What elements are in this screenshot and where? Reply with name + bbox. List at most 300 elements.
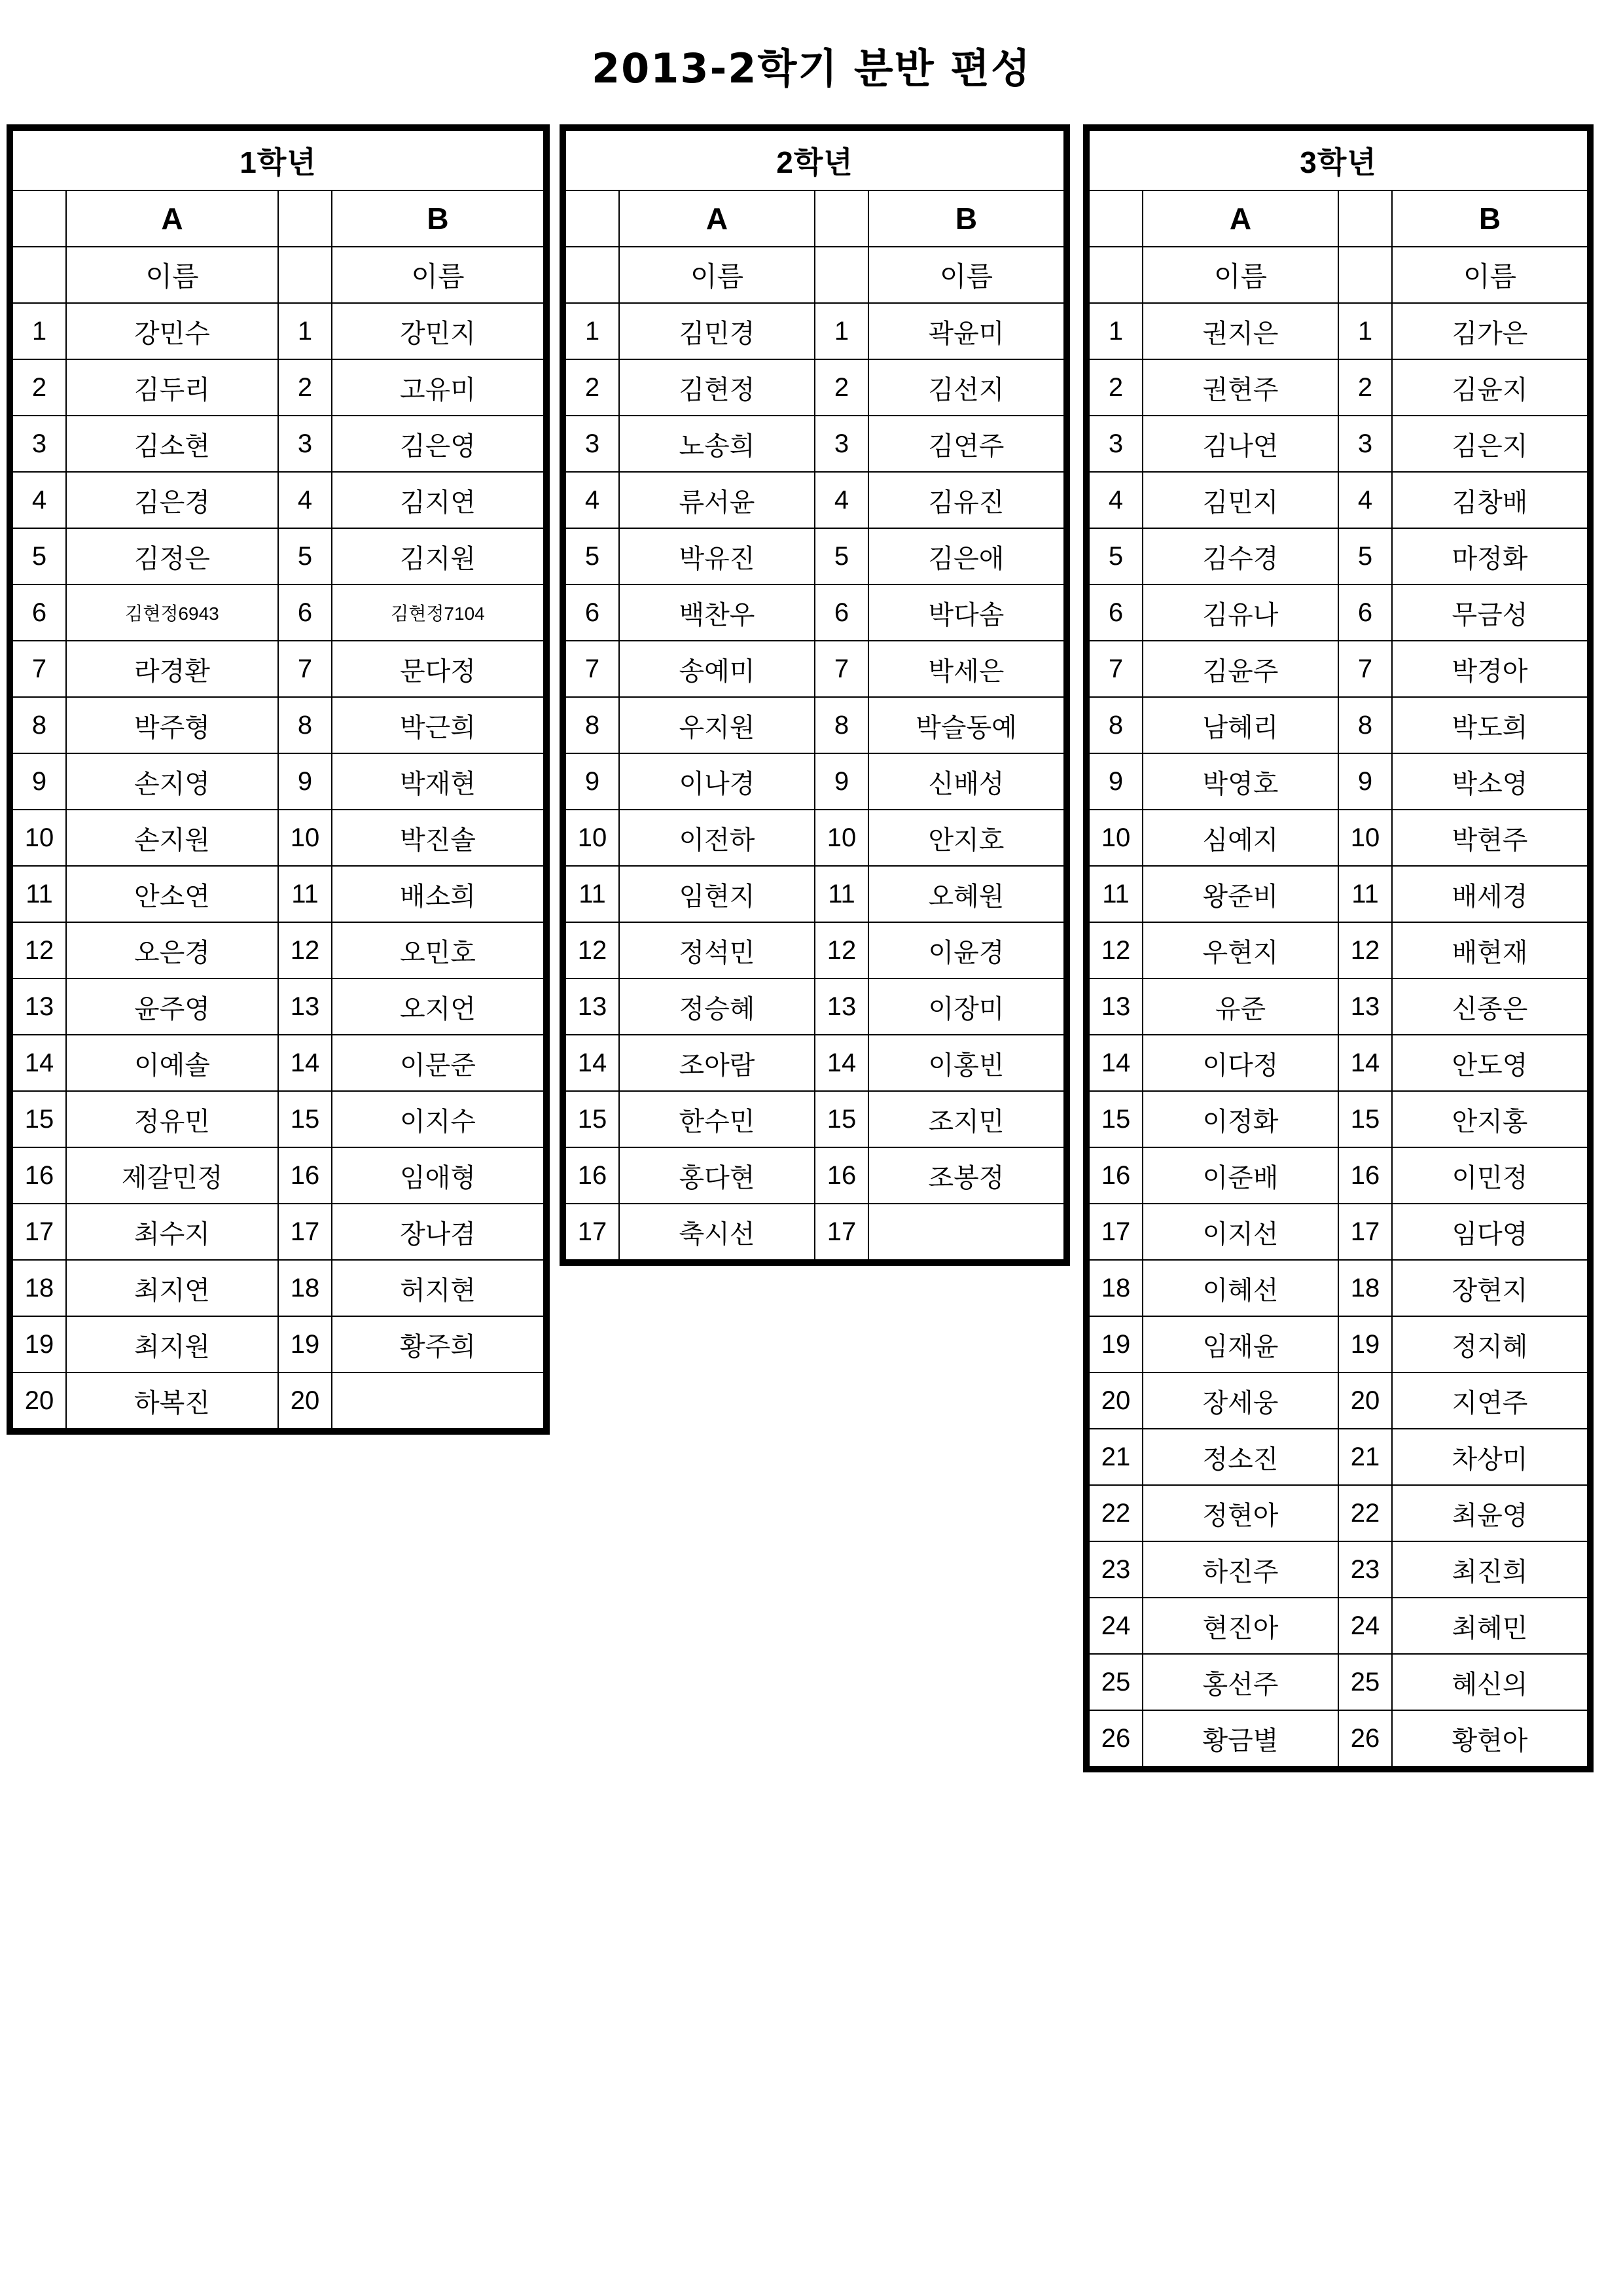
student-name-b: 오민호	[332, 922, 544, 978]
student-name-b: 이지수	[332, 1091, 544, 1147]
row-number-a: 10	[12, 810, 66, 866]
class-a-header: A	[619, 190, 815, 247]
student-name-a: 윤주영	[66, 978, 278, 1035]
table-row	[12, 303, 544, 359]
row-number-a: 23	[1089, 1541, 1143, 1598]
blank-cell	[815, 190, 868, 247]
student-name-b: 김현정7104	[332, 584, 544, 641]
row-number-a: 21	[1089, 1429, 1143, 1485]
table-row	[1089, 866, 1588, 922]
student-name-a: 김민지	[1143, 472, 1338, 528]
table-row	[1089, 303, 1588, 359]
row-number-a: 4	[565, 472, 619, 528]
table-row	[12, 1372, 544, 1429]
student-name-a: 송예미	[619, 641, 815, 697]
table-row	[565, 303, 1064, 359]
class-a-header: A	[1143, 190, 1338, 247]
student-name-a: 권지은	[1143, 303, 1338, 359]
grade-2-table	[565, 130, 1065, 1261]
student-name-a: 왕준비	[1143, 866, 1338, 922]
class-header-row	[1089, 190, 1588, 247]
student-name-b: 강민지	[332, 303, 544, 359]
row-number-b: 7	[278, 641, 332, 697]
table-row	[1089, 1147, 1588, 1204]
row-number-a: 9	[1089, 753, 1143, 810]
table-row	[12, 1035, 544, 1091]
student-name-a: 임재윤	[1143, 1316, 1338, 1372]
table-row	[565, 810, 1064, 866]
table-row	[12, 978, 544, 1035]
student-name-b: 안도영	[1392, 1035, 1588, 1091]
name-header-a: 이름	[66, 247, 278, 303]
table-row	[1089, 1654, 1588, 1710]
student-name-a: 한수민	[619, 1091, 815, 1147]
student-name-b: 이홍빈	[868, 1035, 1064, 1091]
name-header-b: 이름	[332, 247, 544, 303]
table-row	[565, 528, 1064, 584]
student-name-b: 임다영	[1392, 1204, 1588, 1260]
class-header-row	[565, 190, 1064, 247]
table-row	[12, 697, 544, 753]
student-name-b	[332, 1372, 544, 1429]
student-name-a: 김윤주	[1143, 641, 1338, 697]
row-number-b: 11	[278, 866, 332, 922]
row-number-a: 15	[565, 1091, 619, 1147]
row-number-a: 16	[12, 1147, 66, 1204]
student-name-b: 곽윤미	[868, 303, 1064, 359]
table-row	[1089, 697, 1588, 753]
student-name-b: 문다정	[332, 641, 544, 697]
student-name-a: 최지연	[66, 1260, 278, 1316]
student-name-b: 김선지	[868, 359, 1064, 416]
student-name-a: 홍다현	[619, 1147, 815, 1204]
row-number-a: 19	[1089, 1316, 1143, 1372]
row-number-a: 8	[1089, 697, 1143, 753]
row-number-a: 5	[565, 528, 619, 584]
table-row	[12, 810, 544, 866]
table-row	[12, 1316, 544, 1372]
row-number-a: 13	[12, 978, 66, 1035]
row-number-a: 18	[1089, 1260, 1143, 1316]
table-row	[565, 641, 1064, 697]
column-header-row	[1089, 247, 1588, 303]
row-number-a: 20	[12, 1372, 66, 1429]
row-number-b: 3	[278, 416, 332, 472]
row-number-a: 13	[565, 978, 619, 1035]
row-number-b: 3	[1338, 416, 1392, 472]
row-number-a: 10	[565, 810, 619, 866]
student-name-a: 류서윤	[619, 472, 815, 528]
student-name-a: 장세웅	[1143, 1372, 1338, 1429]
table-header-row	[12, 130, 544, 190]
student-name-a: 이준배	[1143, 1147, 1338, 1204]
student-name-b: 박현주	[1392, 810, 1588, 866]
row-number-b: 9	[815, 753, 868, 810]
table-row	[565, 359, 1064, 416]
row-number-b: 15	[1338, 1091, 1392, 1147]
row-number-a: 17	[565, 1204, 619, 1260]
row-number-a: 10	[1089, 810, 1143, 866]
student-name-a: 정소진	[1143, 1429, 1338, 1485]
row-number-a: 11	[1089, 866, 1143, 922]
row-number-a: 12	[565, 922, 619, 978]
row-number-a: 12	[12, 922, 66, 978]
student-name-a: 조아람	[619, 1035, 815, 1091]
row-number-b: 15	[815, 1091, 868, 1147]
table-row	[1089, 472, 1588, 528]
student-name-b: 배현재	[1392, 922, 1588, 978]
row-number-a: 7	[12, 641, 66, 697]
table-row	[565, 1035, 1064, 1091]
table-header-row	[565, 130, 1064, 190]
row-number-a: 14	[12, 1035, 66, 1091]
row-number-a: 19	[12, 1316, 66, 1372]
student-name-a: 손지원	[66, 810, 278, 866]
row-number-a: 1	[1089, 303, 1143, 359]
student-name-a: 정유민	[66, 1091, 278, 1147]
row-number-a: 13	[1089, 978, 1143, 1035]
row-number-b: 26	[1338, 1710, 1392, 1767]
row-number-b: 9	[278, 753, 332, 810]
table-row	[1089, 1091, 1588, 1147]
student-name-a: 제갈민정	[66, 1147, 278, 1204]
table-row	[1089, 641, 1588, 697]
table-row	[1089, 1541, 1588, 1598]
row-number-a: 3	[1089, 416, 1143, 472]
grade-header: 1학년	[12, 130, 544, 190]
student-name-b: 박소영	[1392, 753, 1588, 810]
row-number-a: 24	[1089, 1598, 1143, 1654]
table-row	[12, 641, 544, 697]
student-name-a: 임현지	[619, 866, 815, 922]
row-number-a: 18	[12, 1260, 66, 1316]
student-name-b: 박진솔	[332, 810, 544, 866]
table-row	[1089, 1204, 1588, 1260]
row-number-b: 17	[1338, 1204, 1392, 1260]
row-number-a: 25	[1089, 1654, 1143, 1710]
row-number-b: 16	[815, 1147, 868, 1204]
student-name-a: 김정은	[66, 528, 278, 584]
student-name-b: 박재현	[332, 753, 544, 810]
row-number-b: 4	[815, 472, 868, 528]
grade-header: 2학년	[565, 130, 1064, 190]
student-name-a: 축시선	[619, 1204, 815, 1260]
student-name-b: 장현지	[1392, 1260, 1588, 1316]
row-number-b: 13	[278, 978, 332, 1035]
class-header-row	[12, 190, 544, 247]
table-row	[565, 1147, 1064, 1204]
row-number-a: 6	[12, 584, 66, 641]
row-number-b: 24	[1338, 1598, 1392, 1654]
row-number-b: 7	[815, 641, 868, 697]
row-number-b: 6	[1338, 584, 1392, 641]
table-row	[12, 1091, 544, 1147]
grade-3-table	[1088, 130, 1588, 1767]
student-name-b: 박경아	[1392, 641, 1588, 697]
student-name-a: 이혜선	[1143, 1260, 1338, 1316]
row-number-b: 12	[815, 922, 868, 978]
table-row	[1089, 1710, 1588, 1767]
row-number-a: 1	[12, 303, 66, 359]
row-number-b: 5	[1338, 528, 1392, 584]
student-name-b: 허지현	[332, 1260, 544, 1316]
row-number-a: 6	[565, 584, 619, 641]
student-name-b: 김윤지	[1392, 359, 1588, 416]
row-number-a: 4	[1089, 472, 1143, 528]
student-name-b: 정지혜	[1392, 1316, 1588, 1372]
table-row	[1089, 359, 1588, 416]
blank-cell	[565, 190, 619, 247]
student-name-b: 이윤경	[868, 922, 1064, 978]
student-name-a: 홍선주	[1143, 1654, 1338, 1710]
table-row	[1089, 1035, 1588, 1091]
row-number-b: 10	[1338, 810, 1392, 866]
row-number-a: 22	[1089, 1485, 1143, 1541]
row-number-b: 16	[1338, 1147, 1392, 1204]
table-row	[565, 697, 1064, 753]
student-name-a: 김현정6943	[66, 584, 278, 641]
student-name-a: 심예지	[1143, 810, 1338, 866]
table-row	[12, 1260, 544, 1316]
student-name-b: 혜신의	[1392, 1654, 1588, 1710]
row-number-b: 2	[1338, 359, 1392, 416]
row-number-a: 2	[565, 359, 619, 416]
table-row	[565, 1204, 1064, 1260]
table-row	[12, 753, 544, 810]
row-number-a: 14	[565, 1035, 619, 1091]
row-number-a: 2	[1089, 359, 1143, 416]
student-name-b: 마정화	[1392, 528, 1588, 584]
name-header-a: 이름	[619, 247, 815, 303]
row-number-b: 6	[278, 584, 332, 641]
row-number-b: 8	[815, 697, 868, 753]
row-number-b: 2	[815, 359, 868, 416]
table-row	[12, 866, 544, 922]
row-number-b: 21	[1338, 1429, 1392, 1485]
row-number-b: 13	[815, 978, 868, 1035]
student-name-a: 김민경	[619, 303, 815, 359]
grade-3-block	[1083, 124, 1594, 1772]
class-a-header: A	[66, 190, 278, 247]
student-name-b: 김은애	[868, 528, 1064, 584]
student-name-b: 안지호	[868, 810, 1064, 866]
table-row	[565, 1091, 1064, 1147]
row-number-b: 17	[278, 1204, 332, 1260]
student-name-a: 현진아	[1143, 1598, 1338, 1654]
student-name-a: 라경환	[66, 641, 278, 697]
student-name-b: 김유진	[868, 472, 1064, 528]
row-number-a: 15	[1089, 1091, 1143, 1147]
row-number-a: 16	[1089, 1147, 1143, 1204]
row-number-b: 6	[815, 584, 868, 641]
table-row	[565, 978, 1064, 1035]
student-name-a: 손지영	[66, 753, 278, 810]
student-name-b: 이민정	[1392, 1147, 1588, 1204]
student-name-b	[868, 1204, 1064, 1260]
page-title: 2013-2학기 분반 편성	[592, 45, 1031, 92]
table-row	[1089, 810, 1588, 866]
student-name-a: 강민수	[66, 303, 278, 359]
student-name-a: 우지원	[619, 697, 815, 753]
table-row	[565, 753, 1064, 810]
row-number-a: 11	[12, 866, 66, 922]
student-name-a: 김유나	[1143, 584, 1338, 641]
student-name-a: 남혜리	[1143, 697, 1338, 753]
table-row	[1089, 1316, 1588, 1372]
student-name-b: 황현아	[1392, 1710, 1588, 1767]
row-number-b: 18	[1338, 1260, 1392, 1316]
table-row	[12, 359, 544, 416]
student-name-b: 김가은	[1392, 303, 1588, 359]
student-name-b: 박다솜	[868, 584, 1064, 641]
table-row	[12, 528, 544, 584]
student-name-b: 김지원	[332, 528, 544, 584]
class-b-header: B	[332, 190, 544, 247]
student-name-b: 오혜원	[868, 866, 1064, 922]
student-name-b: 박근희	[332, 697, 544, 753]
row-number-a: 8	[12, 697, 66, 753]
table-row	[1089, 1260, 1588, 1316]
row-number-b: 12	[1338, 922, 1392, 978]
student-name-b: 김연주	[868, 416, 1064, 472]
row-number-a: 5	[12, 528, 66, 584]
table-header-row	[1089, 130, 1588, 190]
row-number-b: 3	[815, 416, 868, 472]
student-name-b: 김은영	[332, 416, 544, 472]
student-name-b: 임애형	[332, 1147, 544, 1204]
row-number-a: 3	[565, 416, 619, 472]
table-row	[12, 1147, 544, 1204]
row-number-a: 16	[565, 1147, 619, 1204]
table-row	[1089, 1598, 1588, 1654]
row-number-b: 1	[278, 303, 332, 359]
blank-cell	[1338, 190, 1392, 247]
student-name-a: 정승혜	[619, 978, 815, 1035]
student-name-b: 황주희	[332, 1316, 544, 1372]
row-number-a: 11	[565, 866, 619, 922]
student-name-b: 배소희	[332, 866, 544, 922]
student-name-a: 노송희	[619, 416, 815, 472]
row-number-b: 4	[278, 472, 332, 528]
student-name-b: 조지민	[868, 1091, 1064, 1147]
blank-cell	[565, 247, 619, 303]
student-name-a: 유준	[1143, 978, 1338, 1035]
table-row	[1089, 978, 1588, 1035]
row-number-b: 1	[1338, 303, 1392, 359]
student-name-a: 김수경	[1143, 528, 1338, 584]
student-name-a: 우현지	[1143, 922, 1338, 978]
row-number-a: 15	[12, 1091, 66, 1147]
student-name-a: 이정화	[1143, 1091, 1338, 1147]
student-name-a: 김나연	[1143, 416, 1338, 472]
row-number-b: 5	[278, 528, 332, 584]
student-name-b: 이장미	[868, 978, 1064, 1035]
row-number-b: 10	[815, 810, 868, 866]
row-number-a: 5	[1089, 528, 1143, 584]
row-number-a: 17	[12, 1204, 66, 1260]
row-number-b: 14	[1338, 1035, 1392, 1091]
row-number-b: 11	[1338, 866, 1392, 922]
student-name-a: 하진주	[1143, 1541, 1338, 1598]
row-number-a: 3	[12, 416, 66, 472]
row-number-a: 9	[12, 753, 66, 810]
student-name-a: 이지선	[1143, 1204, 1338, 1260]
row-number-b: 14	[278, 1035, 332, 1091]
student-name-a: 하복진	[66, 1372, 278, 1429]
row-number-a: 9	[565, 753, 619, 810]
row-number-b: 19	[1338, 1316, 1392, 1372]
student-name-b: 김창배	[1392, 472, 1588, 528]
blank-cell	[1089, 190, 1143, 247]
row-number-b: 5	[815, 528, 868, 584]
student-name-b: 신배성	[868, 753, 1064, 810]
table-row	[12, 584, 544, 641]
student-name-a: 정석민	[619, 922, 815, 978]
blank-cell	[815, 247, 868, 303]
table-row	[565, 416, 1064, 472]
blank-cell	[12, 190, 66, 247]
row-number-a: 20	[1089, 1372, 1143, 1429]
table-row	[1089, 584, 1588, 641]
student-name-b: 안지홍	[1392, 1091, 1588, 1147]
table-row	[1089, 416, 1588, 472]
row-number-b: 1	[815, 303, 868, 359]
row-number-a: 12	[1089, 922, 1143, 978]
student-name-b: 조봉정	[868, 1147, 1064, 1204]
row-number-a: 2	[12, 359, 66, 416]
student-name-a: 안소연	[66, 866, 278, 922]
student-name-b: 이문준	[332, 1035, 544, 1091]
student-name-b: 차상미	[1392, 1429, 1588, 1485]
row-number-b: 2	[278, 359, 332, 416]
table-row	[12, 922, 544, 978]
grade-1-block	[7, 124, 550, 1435]
student-name-b: 신종은	[1392, 978, 1588, 1035]
row-number-b: 11	[815, 866, 868, 922]
row-number-b: 12	[278, 922, 332, 978]
table-row	[565, 472, 1064, 528]
row-number-b: 20	[1338, 1372, 1392, 1429]
table-row	[1089, 1429, 1588, 1485]
blank-cell	[12, 247, 66, 303]
student-name-a: 김현정	[619, 359, 815, 416]
student-name-b: 장나겸	[332, 1204, 544, 1260]
row-number-b: 8	[278, 697, 332, 753]
student-name-b: 김지연	[332, 472, 544, 528]
table-row	[12, 416, 544, 472]
row-number-a: 1	[565, 303, 619, 359]
row-number-b: 9	[1338, 753, 1392, 810]
row-number-b: 4	[1338, 472, 1392, 528]
row-number-b: 19	[278, 1316, 332, 1372]
row-number-b: 8	[1338, 697, 1392, 753]
row-number-b: 14	[815, 1035, 868, 1091]
student-name-a: 오은경	[66, 922, 278, 978]
blank-cell	[278, 247, 332, 303]
student-name-b: 지연주	[1392, 1372, 1588, 1429]
row-number-b: 15	[278, 1091, 332, 1147]
row-number-b: 17	[815, 1204, 868, 1260]
student-name-a: 이전하	[619, 810, 815, 866]
table-row	[565, 866, 1064, 922]
student-name-a: 박영호	[1143, 753, 1338, 810]
row-number-a: 7	[1089, 641, 1143, 697]
row-number-a: 26	[1089, 1710, 1143, 1767]
student-name-a: 권현주	[1143, 359, 1338, 416]
row-number-b: 18	[278, 1260, 332, 1316]
student-name-a: 백찬우	[619, 584, 815, 641]
blank-cell	[1338, 247, 1392, 303]
